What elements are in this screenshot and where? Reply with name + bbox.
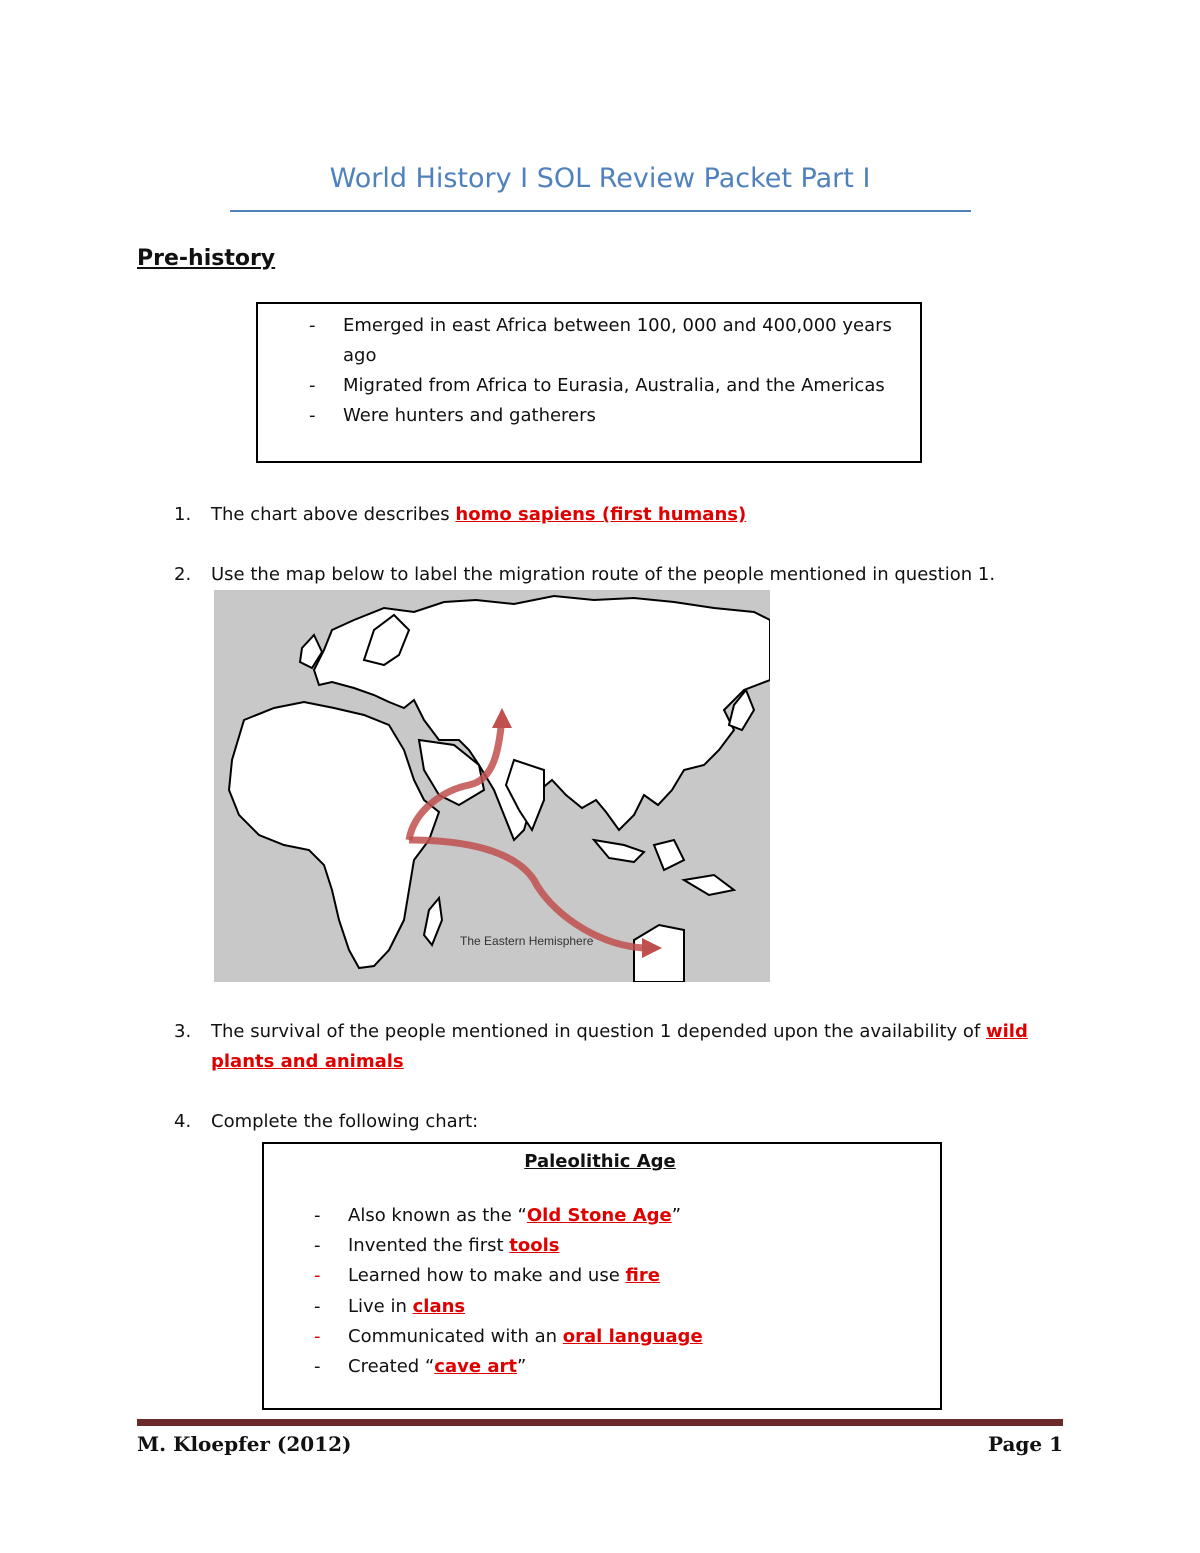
title-divider — [230, 210, 971, 212]
question-3 — [211, 1017, 1028, 1047]
question-number: 4. — [174, 1111, 192, 1132]
bullet-dash: - — [314, 1265, 321, 1286]
summary-item-2: Migrated from Africa to Eurasia, Australia, and the Americas — [343, 375, 885, 396]
paleo-answer: Old Stone Age — [526, 1205, 672, 1226]
paleo-answer: clans — [412, 1296, 466, 1317]
bullet-dash: - — [309, 405, 316, 426]
question-number: 1. — [174, 504, 192, 525]
bullet-dash: - — [309, 315, 316, 336]
paleolithic-title: Paleolithic Age — [524, 1151, 676, 1172]
paleo-item-text: Communicated with an — [348, 1326, 563, 1347]
paleo-answer: fire — [625, 1265, 660, 1286]
paleo-answer: tools — [509, 1235, 560, 1256]
bullet-dash: - — [314, 1356, 321, 1377]
question-3-answer-part-1: wild — [986, 1021, 1028, 1042]
paleo-item-text: Created “ — [348, 1356, 435, 1377]
question-4-text: Complete the following chart: — [211, 1111, 479, 1132]
section-heading: Pre-history — [137, 246, 276, 271]
bullet-dash: - — [314, 1235, 321, 1256]
summary-item-1-cont: ago — [343, 345, 377, 366]
question-1-answer: homo sapiens (first humans) — [455, 504, 747, 525]
question-number: 2. — [174, 564, 192, 585]
summary-item-3: Were hunters and gatherers — [343, 405, 596, 426]
question-3-answer-part-2: plants and animals — [211, 1051, 404, 1072]
paleo-item-text: Also known as the “ — [348, 1205, 527, 1226]
paleo-item-text: ” — [516, 1356, 527, 1377]
bullet-dash: - — [314, 1326, 321, 1347]
paleo-item-3 — [348, 1261, 660, 1291]
page-title: World History I SOL Review Packet Part I — [329, 163, 871, 194]
map-caption: The Eastern Hemisphere — [460, 934, 594, 948]
question-number: 3. — [174, 1021, 192, 1042]
paleo-item-text: Invented the first — [348, 1235, 510, 1256]
paleo-item-5 — [348, 1322, 703, 1352]
question-3-text: The survival of the people mentioned in question 1 depended upon the availability of — [211, 1021, 986, 1042]
eastern-hemisphere-map — [214, 590, 770, 982]
paleo-item-2 — [348, 1231, 560, 1261]
bullet-dash: - — [314, 1296, 321, 1317]
paleo-answer: cave art — [434, 1356, 517, 1377]
paleo-item-1 — [348, 1201, 681, 1231]
question-1 — [211, 500, 746, 530]
question-2-text: Use the map below to label the migration route of the people mentioned in question 1. — [211, 564, 996, 585]
paleo-answer: oral language — [562, 1326, 703, 1347]
bullet-dash: - — [309, 375, 316, 396]
page-number: Page 1 — [987, 1432, 1063, 1456]
question-1-text: The chart above describes — [211, 504, 456, 525]
bullet-dash: - — [314, 1205, 321, 1226]
footer-divider — [137, 1419, 1063, 1426]
footer-author: M. Kloepfer (2012) — [137, 1432, 352, 1456]
paleo-item-text: Learned how to make and use — [348, 1265, 626, 1286]
paleo-item-6 — [348, 1352, 526, 1382]
paleo-item-text: ” — [671, 1205, 682, 1226]
summary-item-1: Emerged in east Africa between 100, 000 and 400,000 years — [343, 315, 892, 336]
paleo-item-4 — [348, 1292, 465, 1322]
paleo-item-text: Live in — [348, 1296, 413, 1317]
